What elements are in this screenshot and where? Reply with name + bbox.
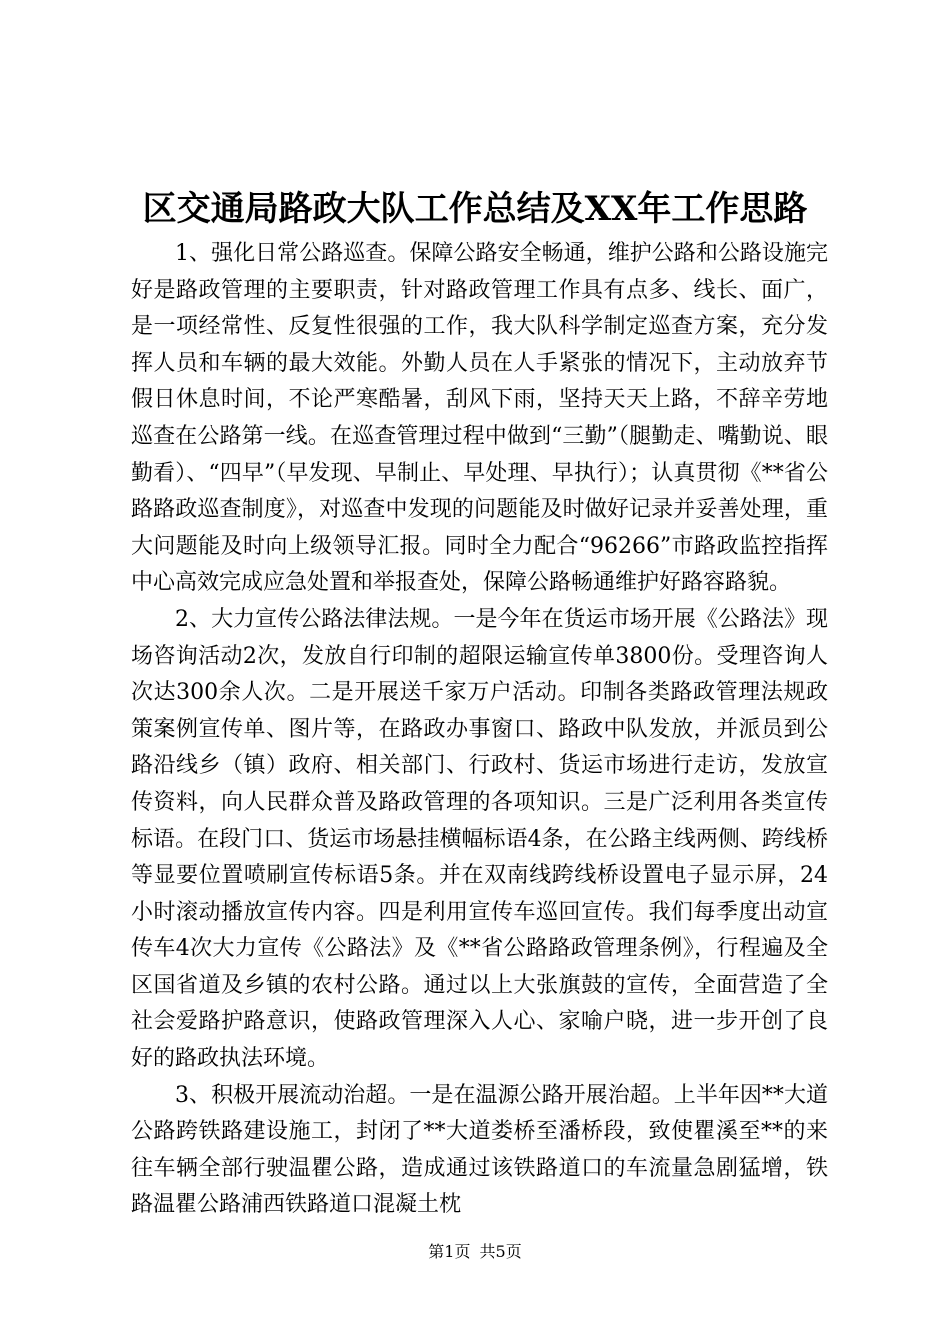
paragraph-2: 2、大力宣传公路法律法规。一是今年在货运市场开展《公路法》现场咨询活动2次，发放自行印制的超限运输宣传单3800份。受理咨询人次达300余人次。二是开展送千家万户活动。印制各类路政管理法规政策案例宣传单、图片等，在路政办事窗口、路政中队发放，并派员到公路沿线乡（镇）政府、相关部门、行政村、货运市场进行走访，发放宣传资料，向人民群众普及路政管理的各项知识。三是广泛利用各类宣传标语。在段门口、货运市场悬挂横幅标语4条，在公路主线两侧、跨线桥等显要位置喷刷宣传标语5条。并在双南线跨线桥设置电子显示屏，24小时滚动播放宣传内容。四是利用宣传车巡回宣传。我们每季度出动宣传车4次大力宣传《公路法》及《**省公路路政管理条例》，行程遍及全区国省道及乡镇的农村公路。通过以上大张旗鼓的宣传，全面营造了全社会爱路护路意识，使路政管理深入人心、家喻户晓，进一步开创了良好的路政执法环境。: [131, 606, 828, 1072]
document-body: [131, 236, 828, 1224]
paragraph-3: 3、积极开展流动治超。一是在温源公路开展治超。上半年因**大道公路跨铁路建设施工，封闭了**大道娄桥至潘桥段，致使瞿溪至**的来往车辆全部行驶温瞿公路，造成通过该铁路道口的车流量急剧猛增，铁路温瞿公路浦西铁路道口混凝土枕: [131, 1082, 828, 1218]
document-title: 区交通局路政大队工作总结及XX年工作思路: [142, 189, 808, 229]
page-footer: [0, 1240, 950, 1264]
paragraph-1: 1、强化日常公路巡查。保障公路安全畅通，维护公路和公路设施完好是路政管理的主要职责，针对路政管理工作具有点多、线长、面广，是一项经常性、反复性很强的工作，我大队科学制定巡查方案，充分发挥人员和车辆的最大效能。外勤人员在人手紧张的情况下，主动放弃节假日休息时间，不论严寒酷暑，刮风下雨，坚持天天上路，不辞辛劳地巡查在公路第一线。在巡查管理过程中做到“三勤”（腿勤走、嘴勤说、眼勤看）、“四早”（早发现、早制止、早处理、早执行）；认真贯彻《**省公路路政巡查制度》，对巡查中发现的问题能及时做好记录并妥善处理，重大问题能及时向上级领导汇报。同时全力配合“96266”市路政监控指挥中心高效完成应急处置和举报查处，保障公路畅通维护好路容路貌。: [131, 241, 828, 596]
page-number: 第1页: [428, 1242, 471, 1261]
page-total: 共5页: [479, 1242, 522, 1261]
